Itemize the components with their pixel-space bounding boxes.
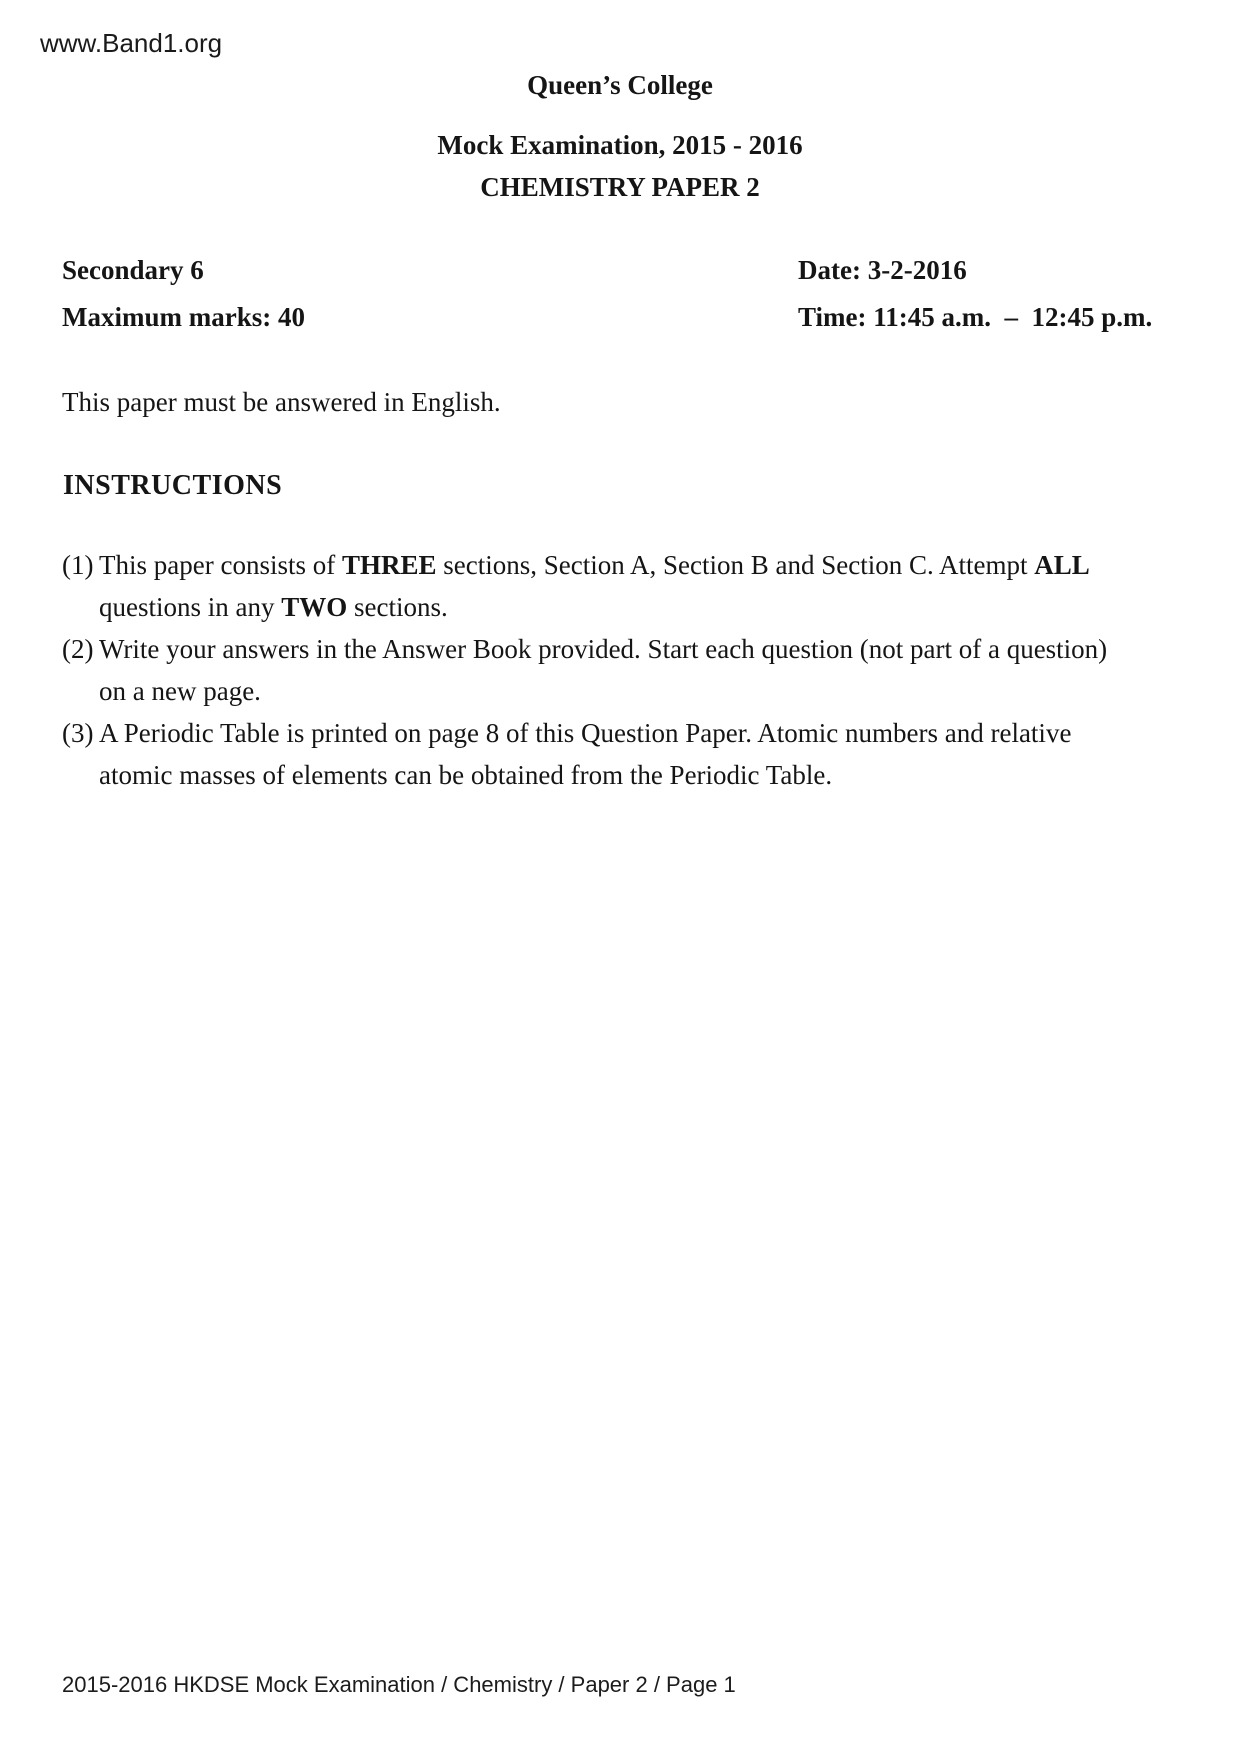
time-label: Time: 11:45 a.m. – 12:45 p.m.: [798, 302, 1153, 332]
emphasized-text: TWO: [281, 592, 348, 622]
text-segment: sections.: [347, 592, 448, 622]
page-footer: 2015-2016 HKDSE Mock Examination / Chemistry / Paper 2 / Page 1: [62, 1672, 736, 1697]
instruction-text: [99, 544, 1212, 628]
text-segment: A Periodic Table is printed on page 8 of this Question Paper. Atomic numbers and relative: [99, 718, 1072, 748]
instruction-item-3: [62, 712, 1212, 796]
instruction-list: [62, 544, 1212, 796]
instruction-item-2: [62, 628, 1212, 712]
instruction-number: (1): [62, 550, 94, 580]
exam-title: Mock Examination, 2015 - 2016: [437, 130, 803, 160]
text-segment: questions in any: [99, 592, 282, 622]
school-name: Queen’s College: [527, 70, 713, 100]
date-label: Date: 3-2-2016: [798, 255, 967, 285]
text-segment: This paper consists of: [99, 550, 342, 580]
text-segment: Write your answers in the Answer Book provided. Start each question (not part of a question): [99, 634, 1108, 664]
instruction-number: (2): [62, 634, 94, 664]
text-segment: sections, Section A, Section B and Section C. Attempt: [436, 550, 1035, 580]
instruction-item-1: [62, 544, 1212, 628]
instruction-line: [99, 712, 1212, 754]
paper-title: CHEMISTRY PAPER 2: [480, 172, 760, 202]
instruction-line: [99, 544, 1212, 586]
instruction-line: [99, 670, 1212, 712]
text-segment: atomic masses of elements can be obtained from the Periodic Table.: [99, 760, 833, 790]
instruction-line: [99, 586, 1212, 628]
maximum-marks-label: Maximum marks: 40: [62, 302, 305, 332]
emphasized-text: THREE: [341, 550, 437, 580]
watermark-url: www.Band1.org: [40, 28, 223, 58]
instruction-line: [99, 754, 1212, 796]
instruction-text: [99, 712, 1212, 796]
text-segment: on a new page.: [99, 676, 261, 706]
instructions-heading: INSTRUCTIONS: [63, 470, 283, 501]
instruction-number: (3): [62, 718, 94, 748]
instruction-text: [99, 628, 1212, 712]
language-statement: This paper must be answered in English.: [62, 387, 501, 417]
emphasized-text: ALL: [1034, 550, 1090, 580]
instruction-line: [99, 628, 1212, 670]
class-level-label: Secondary 6: [62, 255, 204, 285]
